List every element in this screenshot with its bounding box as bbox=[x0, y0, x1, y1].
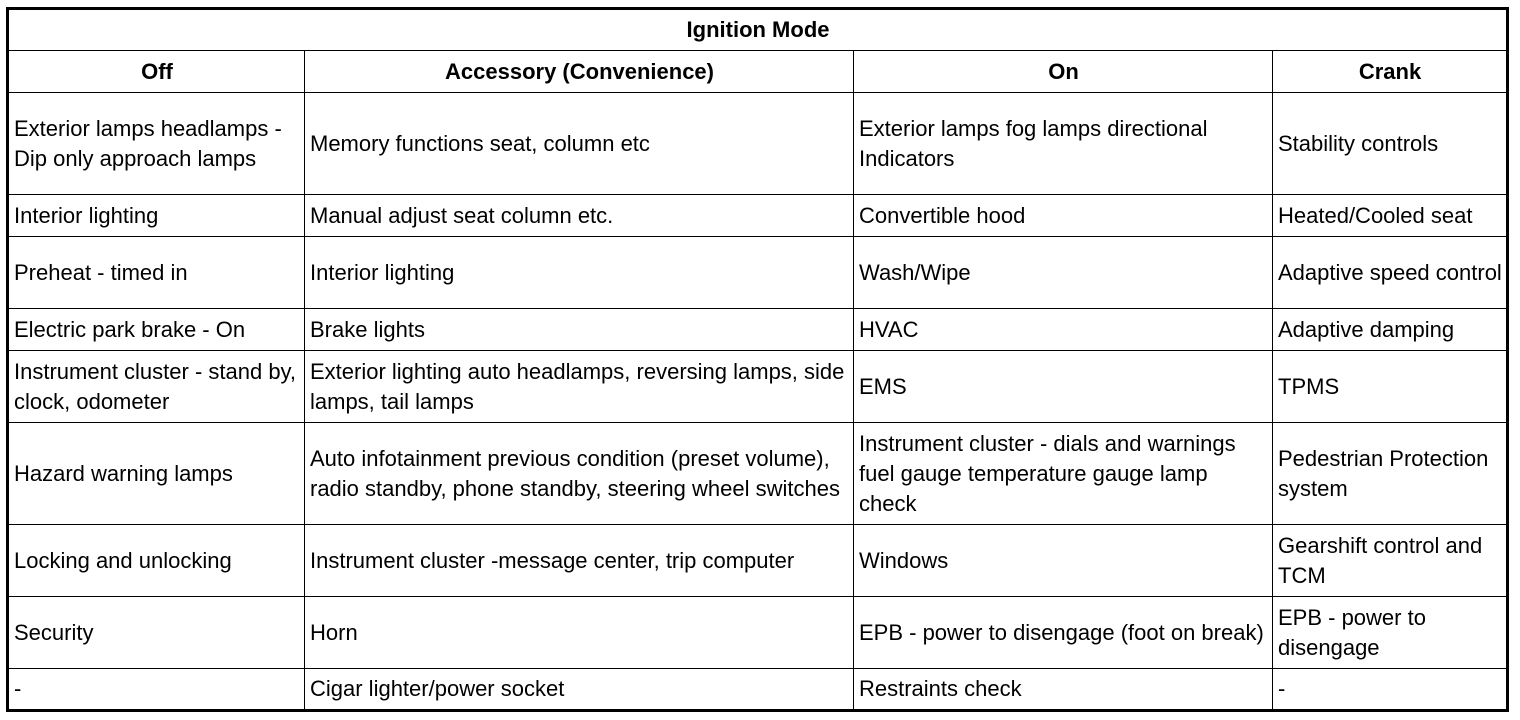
table-row bbox=[8, 351, 1508, 423]
table-row bbox=[8, 237, 1508, 309]
column-header-crank: Crank bbox=[1273, 51, 1508, 93]
cell-accessory: Cigar lighter/power socket bbox=[305, 669, 854, 711]
cell-on: Exterior lamps fog lamps directional Indicators bbox=[854, 93, 1273, 195]
table-title-row bbox=[8, 9, 1508, 51]
cell-crank: Heated/Cooled seat bbox=[1273, 195, 1508, 237]
cell-off: Preheat - timed in bbox=[8, 237, 305, 309]
cell-accessory: Interior lighting bbox=[305, 237, 854, 309]
cell-on: EMS bbox=[854, 351, 1273, 423]
ignition-mode-table bbox=[6, 7, 1509, 712]
cell-crank: Pedestrian Protection system bbox=[1273, 423, 1508, 525]
column-header-row bbox=[8, 51, 1508, 93]
column-header-on: On bbox=[854, 51, 1273, 93]
cell-off: Security bbox=[8, 597, 305, 669]
cell-off: Interior lighting bbox=[8, 195, 305, 237]
cell-accessory: Horn bbox=[305, 597, 854, 669]
cell-on: Restraints check bbox=[854, 669, 1273, 711]
cell-off: Locking and unlocking bbox=[8, 525, 305, 597]
cell-on: Convertible hood bbox=[854, 195, 1273, 237]
cell-crank: Adaptive damping bbox=[1273, 309, 1508, 351]
column-header-off: Off bbox=[8, 51, 305, 93]
table-row bbox=[8, 195, 1508, 237]
cell-crank: Stability controls bbox=[1273, 93, 1508, 195]
cell-accessory: Brake lights bbox=[305, 309, 854, 351]
cell-on: Windows bbox=[854, 525, 1273, 597]
cell-on: HVAC bbox=[854, 309, 1273, 351]
cell-crank: TPMS bbox=[1273, 351, 1508, 423]
cell-crank: Adaptive speed control bbox=[1273, 237, 1508, 309]
cell-accessory: Instrument cluster -message center, trip computer bbox=[305, 525, 854, 597]
cell-accessory: Auto infotainment previous condition (preset volume), radio standby, phone standby, steering wheel switches bbox=[305, 423, 854, 525]
table-row bbox=[8, 423, 1508, 525]
table-title: Ignition Mode bbox=[8, 9, 1508, 51]
cell-accessory: Memory functions seat, column etc bbox=[305, 93, 854, 195]
table-row bbox=[8, 597, 1508, 669]
cell-accessory: Manual adjust seat column etc. bbox=[305, 195, 854, 237]
cell-on: Instrument cluster - dials and warnings fuel gauge temperature gauge lamp check bbox=[854, 423, 1273, 525]
cell-on: Wash/Wipe bbox=[854, 237, 1273, 309]
cell-crank: EPB - power to disengage bbox=[1273, 597, 1508, 669]
column-header-accessory: Accessory (Convenience) bbox=[305, 51, 854, 93]
cell-off: Electric park brake - On bbox=[8, 309, 305, 351]
cell-crank: Gearshift control and TCM bbox=[1273, 525, 1508, 597]
table-row bbox=[8, 525, 1508, 597]
cell-accessory: Exterior lighting auto headlamps, reversing lamps, side lamps, tail lamps bbox=[305, 351, 854, 423]
cell-off: Exterior lamps headlamps - Dip only approach lamps bbox=[8, 93, 305, 195]
table-row bbox=[8, 669, 1508, 711]
table-row bbox=[8, 93, 1508, 195]
cell-on: EPB - power to disengage (foot on break) bbox=[854, 597, 1273, 669]
cell-off: Instrument cluster - stand by, clock, odometer bbox=[8, 351, 305, 423]
cell-off: - bbox=[8, 669, 305, 711]
cell-off: Hazard warning lamps bbox=[8, 423, 305, 525]
table-row bbox=[8, 309, 1508, 351]
cell-crank: - bbox=[1273, 669, 1508, 711]
